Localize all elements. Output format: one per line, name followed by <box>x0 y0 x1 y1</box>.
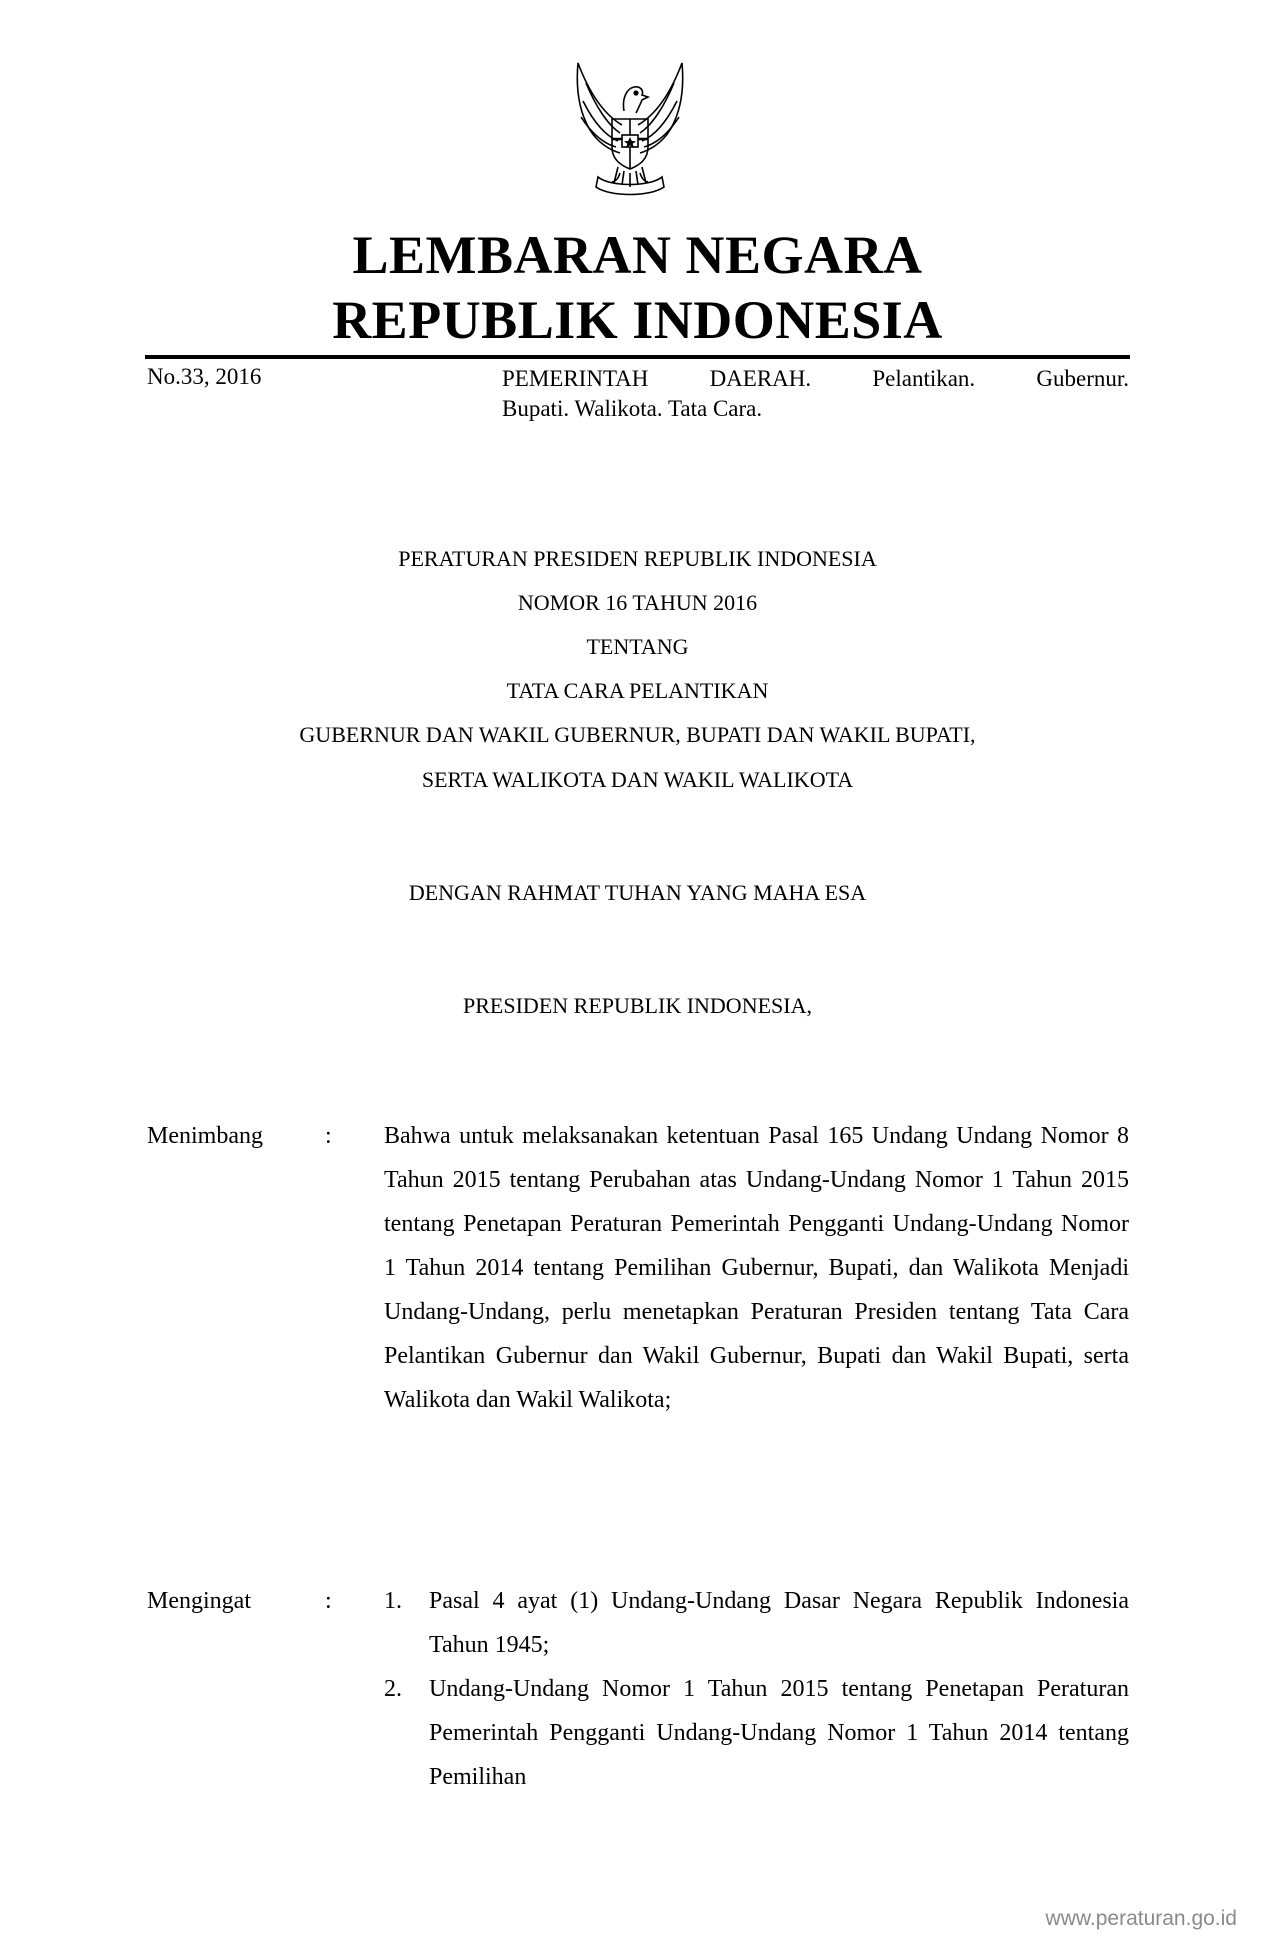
menimbang-label: Menimbang <box>147 1123 263 1149</box>
list-item <box>384 1579 1129 1667</box>
masthead-title: LEMBARAN NEGARA <box>352 225 923 285</box>
mengingat-list <box>384 1579 1129 1799</box>
menimbang-text: Bahwa untuk melaksanakan ketentuan Pasal 165 Undang Undang Nomor 8 Tahun 2015 tentang Perubahan atas Undang-Undang Nomor 1 Tahun 2015 tentang Penetapan Peraturan Pemerintah Pengganti Undang-Undang Nomor 1 Tahun 2014 tentang Pemilihan Gubernur, Bupati, dan Walikota Menjadi Undang-Undang, perlu menetapkan Peraturan Presiden tentang Tata Cara Pelantikan Gubernur dan Wakil Gubernur, Bupati dan Wakil Bupati, serta Walikota dan Wakil Walikota; <box>384 1123 1129 1413</box>
regulation-title-line2: NOMOR 16 TAHUN 2016 <box>517 590 758 615</box>
mengingat-label: Mengingat <box>147 1588 251 1614</box>
gazette-subject-line2: Bupati. Walikota. Tata Cara. <box>502 396 763 421</box>
regulation-title-line3: TENTANG <box>586 634 689 659</box>
regulation-title-line6: SERTA WALIKOTA DAN WAKIL WALIKOTA <box>421 767 854 792</box>
masthead-subtitle: REPUBLIK INDONESIA <box>332 290 943 350</box>
gazette-subject <box>502 364 1129 424</box>
preamble-blessing: DENGAN RAHMAT TUHAN YANG MAHA ESA <box>408 880 867 905</box>
list-item-text: Undang-Undang Nomor 1 Tahun 2015 tentang Penetapan Peraturan Pemerintah Pengganti Undang-Undang Nomor 1 Tahun 2014 tentang Pemilihan <box>429 1676 1129 1790</box>
mengingat-colon: : <box>325 1588 332 1614</box>
gazette-subject-line1: PEMERINTAH DAERAH. Pelantikan. Gubernur. <box>502 366 1129 391</box>
preamble-authority: PRESIDEN REPUBLIK INDONESIA, <box>463 993 812 1018</box>
menimbang-colon: : <box>325 1123 332 1149</box>
list-item-number: 2. <box>384 1676 402 1702</box>
garuda-pancasila-emblem-icon <box>550 55 710 215</box>
regulation-title-line5: GUBERNUR DAN WAKIL GUBERNUR, BUPATI DAN WAKIL BUPATI, <box>299 722 976 747</box>
regulation-title-line4: TATA CARA PELANTIKAN <box>506 678 769 703</box>
gazette-number: No.33, 2016 <box>147 364 262 389</box>
list-item-text: Pasal 4 ayat (1) Undang-Undang Dasar Negara Republik Indonesia Tahun 1945; <box>429 1588 1129 1658</box>
website-watermark: www.peraturan.go.id <box>1045 1907 1237 1930</box>
list-item <box>384 1667 1129 1799</box>
regulation-title-line1: PERATURAN PRESIDEN REPUBLIK INDONESIA <box>398 546 877 571</box>
masthead-divider <box>145 355 1130 359</box>
list-item-number: 1. <box>384 1588 402 1614</box>
